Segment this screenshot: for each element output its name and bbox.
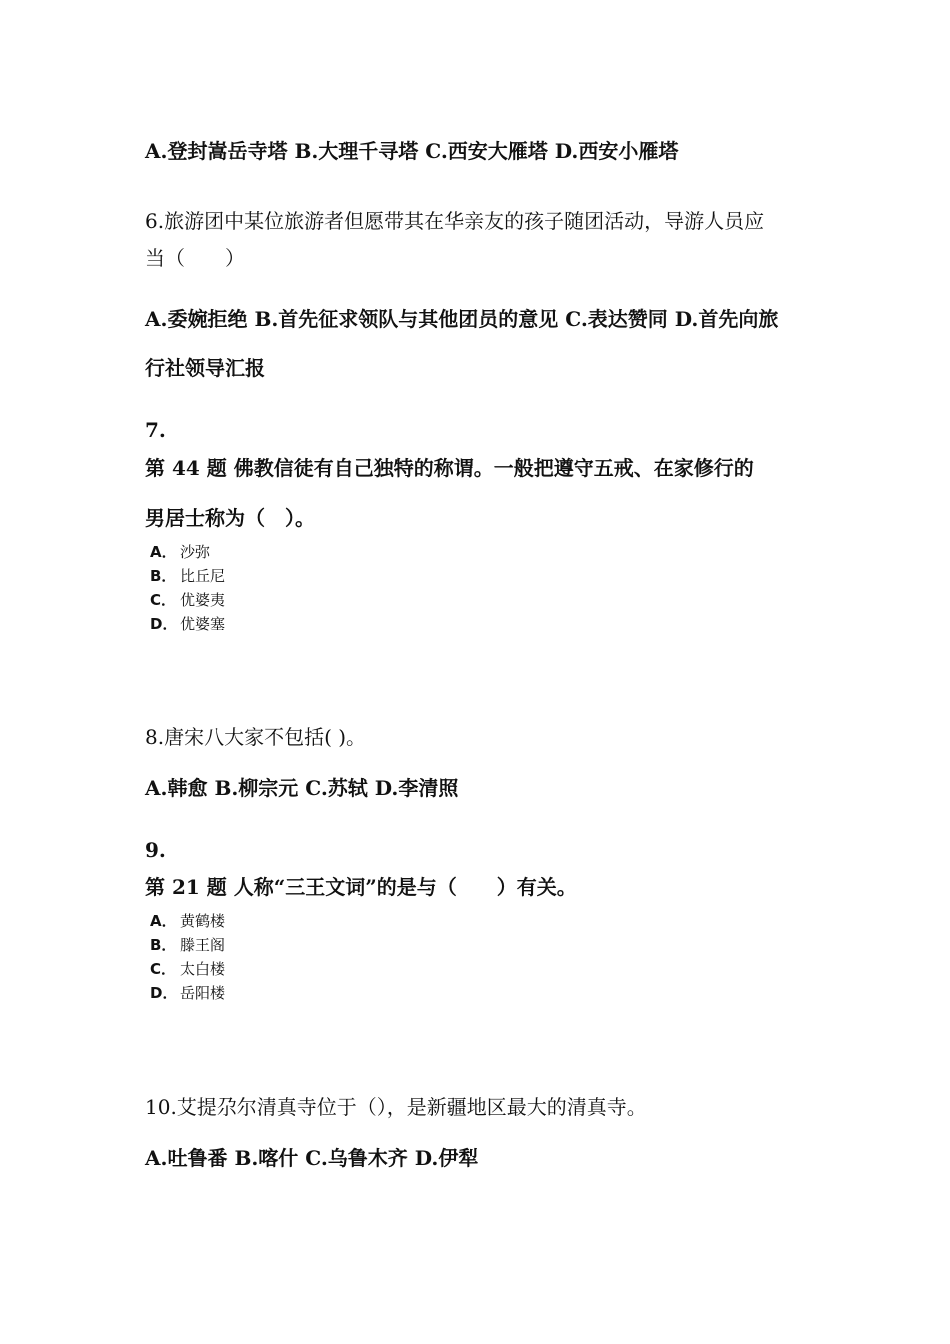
q7-option-c [150, 590, 225, 610]
option-key: B． [150, 936, 177, 954]
q9-option-a [150, 911, 225, 931]
option-key: A． [150, 912, 177, 930]
q8-stem: 8.唐宋八大家不包括( )。 [145, 725, 367, 749]
option-text: 优婆塞 [180, 615, 226, 633]
q7-option-a [150, 542, 210, 562]
option-key: B． [150, 567, 177, 585]
q8-options: A.韩愈 B.柳宗元 C.苏轼 D.李清照 [145, 776, 459, 800]
q10-options: A.吐鲁番 B.喀什 C.乌鲁木齐 D.伊犁 [145, 1146, 479, 1170]
q7-option-d [150, 614, 225, 634]
option-text: 优婆夷 [180, 591, 226, 609]
q6-stem-line1: 6.旅游团中某位旅游者但愿带其在华亲友的孩子随团活动，导游人员应 [145, 209, 765, 233]
option-key: D． [150, 615, 178, 633]
q9-number: 9. [145, 838, 166, 862]
option-key: A． [150, 543, 177, 561]
option-text: 滕王阁 [180, 936, 226, 954]
q7-stem-line2: 男居士称为（ ）。 [145, 506, 315, 530]
option-key: C． [150, 960, 177, 978]
q7-number: 7. [145, 418, 166, 442]
q6-options-line2: 行社领导汇报 [145, 356, 265, 380]
option-key: D． [150, 984, 178, 1002]
q9-option-d [150, 983, 225, 1003]
option-text: 比丘尼 [180, 567, 226, 585]
option-text: 黄鹤楼 [180, 912, 226, 930]
q9-stem: 第 21 题 人称“三王文词”的是与（ ）有关。 [145, 875, 577, 899]
option-text: 沙弥 [180, 543, 211, 561]
option-key: C． [150, 591, 177, 609]
option-text: 岳阳楼 [180, 984, 226, 1002]
q5-options: A.登封嵩岳寺塔 B.大理千寻塔 C.西安大雁塔 D.西安小雁塔 [145, 139, 679, 163]
q7-option-b [150, 566, 225, 586]
q7-stem-line1: 第 44 题 佛教信徒有自己独特的称谓。一般把遵守五戒、在家修行的 [145, 456, 754, 480]
q9-option-b [150, 935, 225, 955]
q6-options-line1: A.委婉拒绝 B.首先征求领队与其他团员的意见 C.表达赞同 D.首先向旅 [145, 307, 779, 331]
q9-option-c [150, 959, 225, 979]
option-text: 太白楼 [180, 960, 226, 978]
q10-stem: 10.艾提尕尔清真寺位于（），是新疆地区最大的清真寺。 [145, 1095, 647, 1119]
q6-stem-line2: 当（ ） [145, 246, 245, 270]
